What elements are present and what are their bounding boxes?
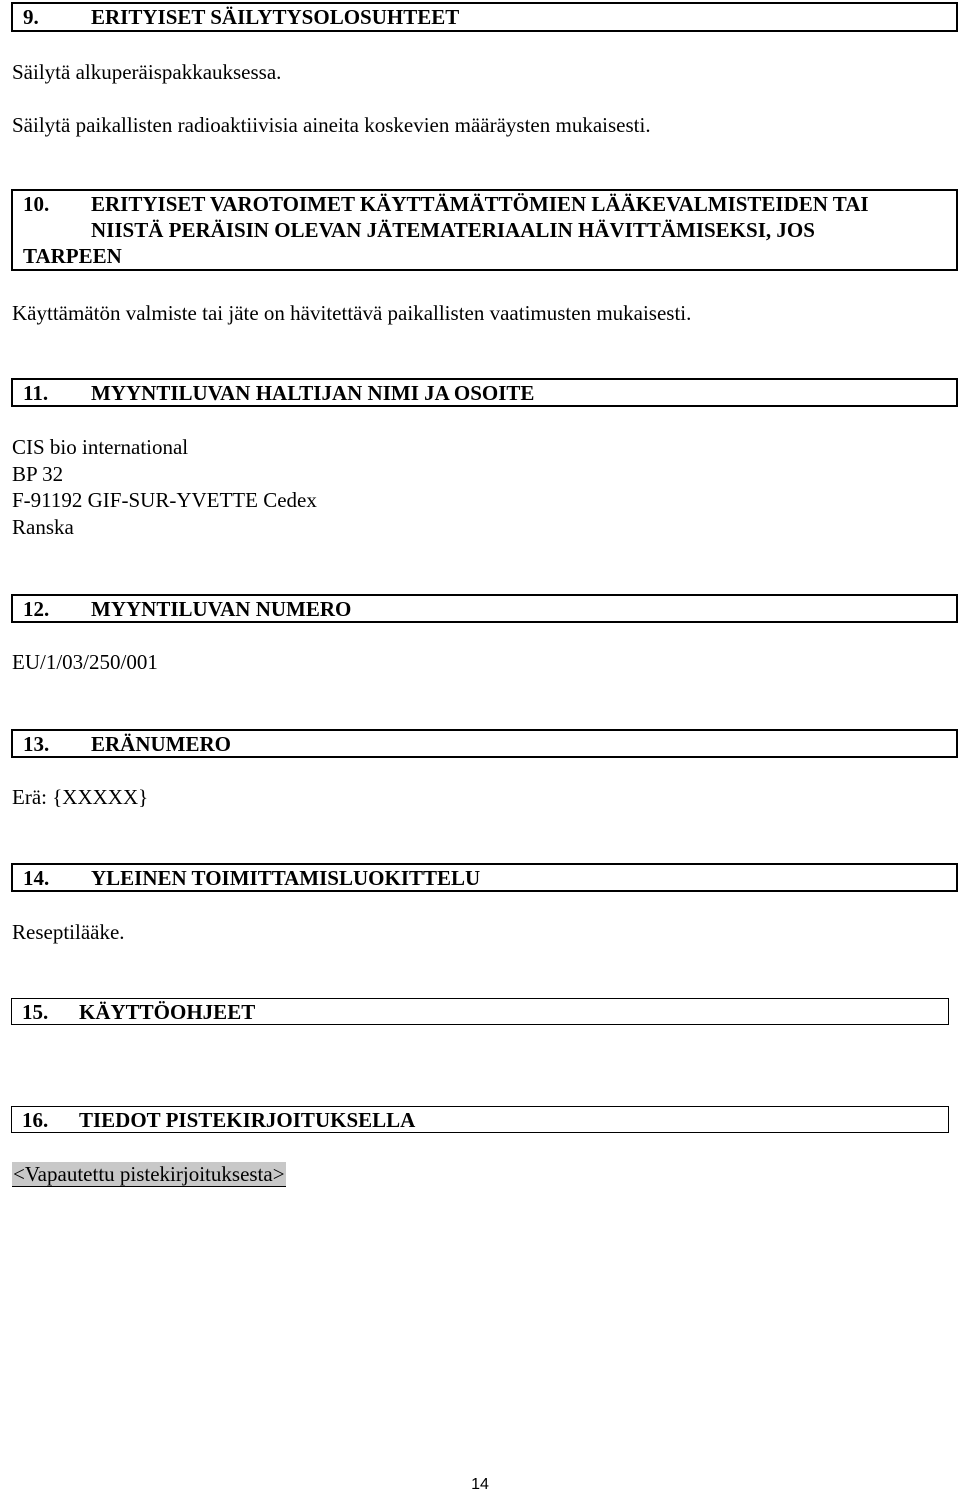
address-line-1: CIS bio international bbox=[12, 435, 189, 459]
section-13-title: ERÄNUMERO bbox=[91, 732, 231, 756]
section-12-text: EU/1/03/250/001 bbox=[12, 650, 158, 674]
section-16-text bbox=[12, 1161, 286, 1187]
section-11-title: MYYNTILUVAN HALTIJAN NIMI JA OSOITE bbox=[91, 381, 535, 405]
page-number: 14 bbox=[471, 1476, 489, 1493]
section-11-header bbox=[11, 378, 958, 407]
section-14-number: 14. bbox=[23, 866, 50, 890]
section-9-line-1: Säilytä alkuperäispakkauksessa. bbox=[12, 60, 282, 84]
section-14-header bbox=[11, 863, 958, 892]
section-10-title-line-2: NIISTÄ PERÄISIN OLEVAN JÄTEMATERIAALIN HÄVITTÄMISEKSI, JOS bbox=[91, 218, 815, 242]
section-10-text: Käyttämätön valmiste tai jäte on hävitettävä paikallisten vaatimusten mukaisesti. bbox=[12, 301, 692, 325]
section-15-header bbox=[11, 998, 949, 1025]
section-15-title: KÄYTTÖOHJEET bbox=[79, 1000, 256, 1024]
section-13-number: 13. bbox=[23, 732, 50, 756]
section-14-text: Reseptilääke. bbox=[12, 920, 125, 944]
section-14-title: YLEINEN TOIMITTAMISLUOKITTELU bbox=[91, 866, 481, 890]
section-16-title: TIEDOT PISTEKIRJOITUKSELLA bbox=[79, 1108, 416, 1132]
braille-exemption-text: <Vapautettu pistekirjoituksesta> bbox=[13, 1162, 285, 1186]
address-line-3: F-91192 GIF-SUR-YVETTE Cedex bbox=[12, 488, 317, 512]
section-13-header bbox=[11, 729, 958, 758]
section-12-header bbox=[11, 594, 958, 623]
section-10-title-line-1: ERITYISET VAROTOIMET KÄYTTÄMÄTTÖMIEN LÄÄKEVALMISTEIDEN TAI bbox=[91, 192, 869, 216]
section-12-number: 12. bbox=[23, 597, 50, 621]
section-9-header bbox=[11, 2, 958, 32]
section-15-number: 15. bbox=[22, 1000, 49, 1024]
section-16-header bbox=[11, 1106, 949, 1133]
section-9-title: ERITYISET SÄILYTYSOLOSUHTEET bbox=[91, 5, 460, 29]
section-10-number: 10. bbox=[23, 192, 50, 216]
address-line-4: Ranska bbox=[12, 515, 74, 539]
section-12-title: MYYNTILUVAN NUMERO bbox=[91, 597, 352, 621]
section-13-text: Erä: {XXXXX} bbox=[12, 785, 149, 809]
section-10-header bbox=[11, 189, 958, 271]
section-11-number: 11. bbox=[23, 381, 49, 405]
address-line-2: BP 32 bbox=[12, 462, 64, 486]
section-10-title-line-3: TARPEEN bbox=[23, 244, 122, 268]
section-16-number: 16. bbox=[22, 1108, 49, 1132]
section-9-number: 9. bbox=[23, 5, 39, 29]
section-9-line-2: Säilytä paikallisten radioaktiivisia aineita koskevien määräysten mukaisesti. bbox=[12, 113, 651, 137]
